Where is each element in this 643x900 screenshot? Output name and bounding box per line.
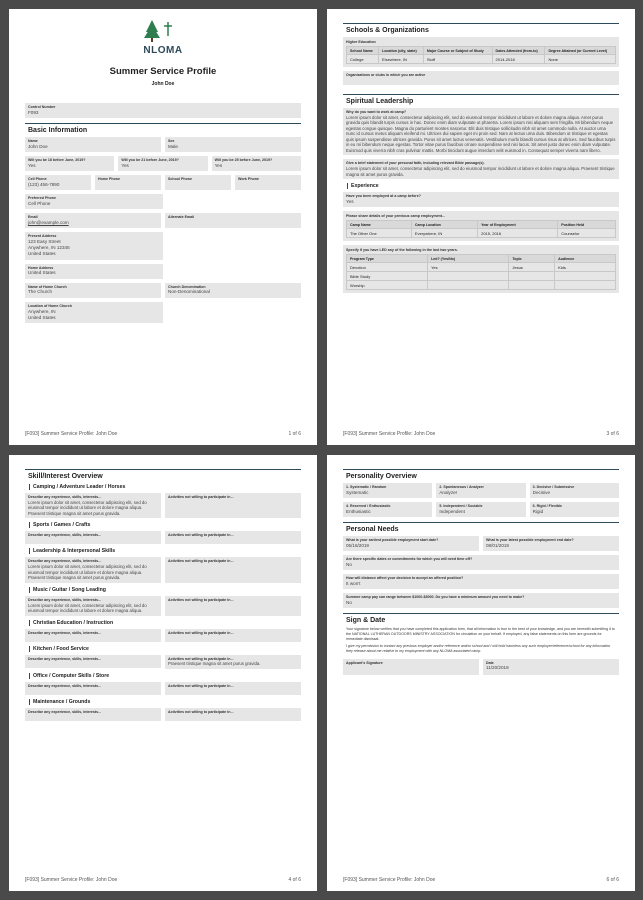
control-number-label: Control Number xyxy=(28,105,56,109)
table-header: Year of Employment xyxy=(478,221,558,229)
applicant-name: John Doe xyxy=(151,81,175,87)
field-value: No xyxy=(346,561,352,567)
table-row xyxy=(347,272,616,281)
table-cell: Kids xyxy=(555,263,616,272)
field-label: How will distance affect your decision to accept an offered position? xyxy=(346,576,464,581)
table-cell: Counselor xyxy=(558,229,616,238)
page-3 xyxy=(327,9,635,445)
field-label: Activities not willing to participate in... xyxy=(168,597,234,602)
cell-phone-field xyxy=(25,175,91,190)
experience-subtitle: Experience xyxy=(347,183,619,189)
field-label: Are there specific dates or commitments for which you will need time off? xyxy=(346,557,473,562)
field-value: Enthusiastic xyxy=(346,508,371,514)
age21-field xyxy=(118,156,207,171)
field-label: Home Address xyxy=(28,265,54,270)
table-cell xyxy=(428,272,509,281)
table-cell xyxy=(428,281,509,290)
start-date-field xyxy=(343,536,479,551)
skill-category: Office / Computer Skills / Store xyxy=(29,673,301,679)
page-1 xyxy=(9,9,317,445)
not-willing-field xyxy=(165,629,301,642)
prev-employment-block xyxy=(343,211,619,241)
address-line: United States xyxy=(28,251,56,257)
field-label: Name xyxy=(28,139,38,144)
page-footer xyxy=(343,877,619,883)
field-label: Alternate Email xyxy=(168,215,195,220)
signature-field[interactable] xyxy=(343,659,479,675)
table-cell: Devotion xyxy=(347,263,428,272)
logo-text: NLOMA xyxy=(143,45,183,56)
address-line: United States xyxy=(28,314,56,320)
describe-field xyxy=(25,655,161,668)
table-cell: Everywhere, IN xyxy=(411,229,477,238)
field-label: Activities not willing to participate in... xyxy=(168,559,234,564)
describe-field xyxy=(25,531,161,544)
describe-field xyxy=(25,629,161,642)
field-label: Name of Home Church xyxy=(28,284,67,289)
home-church-field xyxy=(25,283,161,298)
table-header: School Name xyxy=(347,47,379,55)
describe-field xyxy=(25,682,161,695)
field-label: Present Address xyxy=(28,234,57,239)
control-number-field xyxy=(25,103,301,118)
needs-section xyxy=(343,522,619,608)
table-header: Camp Name xyxy=(347,221,412,229)
section-title: Spiritual Leadership xyxy=(346,98,414,105)
tree-icon xyxy=(142,18,184,48)
page-footer xyxy=(25,431,301,437)
describe-field xyxy=(25,708,161,721)
table-cell xyxy=(509,272,555,281)
field-label: Applicant's Signature xyxy=(346,660,383,665)
why-camp-field xyxy=(343,108,619,155)
page-number: 1 of 6 xyxy=(288,431,301,437)
field-label: Describe any experience, skills, interests... xyxy=(28,683,102,688)
field-value: (123) 456-7890 xyxy=(28,181,60,187)
trait-field xyxy=(436,483,525,498)
field-value: Praesent tristique magna sit amet purus gravida. xyxy=(168,661,261,667)
skill-category: Music / Guitar / Song Leading xyxy=(29,587,301,593)
table-row xyxy=(347,281,616,290)
email-link[interactable]: john@example.com xyxy=(28,220,69,225)
age18-field xyxy=(25,156,114,171)
page-number: 3 of 6 xyxy=(606,431,619,437)
table-header: Program Type xyxy=(347,255,428,263)
led-block xyxy=(343,245,619,293)
field-label: Church Denomination xyxy=(168,284,206,289)
table-header: Degree Attained (or Current Level) xyxy=(545,47,616,55)
footer-title: [F093] Summer Service Profile: John Doe xyxy=(25,431,118,437)
higher-ed-label: Higher Education xyxy=(346,40,376,44)
table-header: Location (city, state) xyxy=(379,47,424,55)
table-cell: Stuff xyxy=(423,55,492,64)
field-value: John Doe xyxy=(28,143,48,149)
field-label: Activities not willing to participate in... xyxy=(168,533,234,538)
describe-field xyxy=(25,596,161,616)
table-cell: Bible Study xyxy=(347,272,428,281)
table-row xyxy=(347,229,616,238)
field-label: Give a brief statement of your personal faith, including relevant Bible passage(s). xyxy=(346,161,485,166)
field-value: It won't xyxy=(346,580,361,586)
section-title: Basic Information xyxy=(28,127,88,135)
table-header: Audience xyxy=(555,255,616,263)
trait-field xyxy=(343,502,432,517)
field-value: Lorem ipsum dolor sit amet, consectetur adipiscing elit, sed do eiusmod tempor incididunt ut labore et dolore magna aliqua. Praesent tristique magna sit amet purus gravida. xyxy=(346,166,615,177)
field-label: Sex xyxy=(168,139,175,144)
field-label: Will you be 25 before June, 2019? xyxy=(214,158,273,163)
table-cell xyxy=(555,272,616,281)
field-value: Non-Denominational xyxy=(168,289,210,295)
sign-paragraph: I give my permission to contact any previous employer and/or reference and/or school and I will hold harmless any such employer/reference/school for any information they release about me relative to my employment with any NLOMA associated camp. xyxy=(346,644,611,653)
section-title: Skill/Interest Overview xyxy=(28,473,103,480)
table-header: Camp Location xyxy=(411,221,477,229)
field-label: 4. Reserved / Enthusiastic xyxy=(346,504,391,509)
field-label: Cell Phone xyxy=(28,177,47,182)
time-off-field xyxy=(343,555,619,570)
footer-title: [F093] Summer Service Profile: John Doe xyxy=(343,431,436,437)
basic-info-section xyxy=(25,123,301,323)
field-label: Describe any experience, skills, interests... xyxy=(28,656,102,661)
field-label: 5. Independent / Sociable xyxy=(439,504,483,509)
field-value: 08/01/2019 xyxy=(486,542,509,548)
age25-field xyxy=(212,156,301,171)
skill-category: Christian Education / Instruction xyxy=(29,620,301,626)
field-value: Yes xyxy=(28,162,36,168)
field-value: Male xyxy=(168,143,178,149)
table-cell: Jesus xyxy=(509,263,555,272)
sex-field xyxy=(165,137,301,152)
field-label: Activities not willing to participate in... xyxy=(168,495,234,499)
describe-field xyxy=(25,557,161,582)
field-value: Decisive xyxy=(532,489,551,495)
not-willing-field xyxy=(165,708,301,721)
alt-email-field xyxy=(165,213,301,228)
table-cell xyxy=(555,281,616,290)
field-label: Activities not willing to participate in... xyxy=(168,709,234,714)
not-willing-field xyxy=(165,531,301,544)
led-table xyxy=(346,254,616,290)
table-header: Dates Attended (from-to) xyxy=(492,47,545,55)
field-value: Lorem ipsum dolor sit amet, consectetur adipiscing elit, sed do eiusmod tempor incididunt ut labore et dolore magna aliqua. xyxy=(28,602,147,614)
table-cell: 2015, 2016 xyxy=(478,229,558,238)
table-cell xyxy=(509,281,555,290)
field-value: No xyxy=(346,600,352,605)
present-address-field xyxy=(25,232,163,259)
table-row xyxy=(347,55,616,64)
field-label: Preferred Phone xyxy=(28,196,56,201)
field-label: Describe any experience, skills, interests... xyxy=(28,559,102,564)
page-footer xyxy=(25,877,301,883)
field-label: School Phone xyxy=(168,177,192,182)
field-label: What is your earliest possible employment start date? xyxy=(346,538,439,543)
field-label: Please share details of your previous camp employment... xyxy=(346,214,446,219)
sign-paragraph: Your signature below verifies that you have completed this application form, that all information is true to the best of your knowledge, and you are herewith submitting it to the NATIONAL LUTHERAN OUTDOORS MINISTRY ASSOCIATION for circulation on your behalf. If employed, any false statements on this form are grounds for immediate dismissal. xyxy=(346,627,615,641)
field-label: 2. Spontaneous / Analyzer xyxy=(439,485,484,489)
field-value: 11/20/2018 xyxy=(486,665,509,671)
field-label: 1. Systematic / Random xyxy=(346,485,387,489)
denomination-field xyxy=(165,283,301,298)
home-phone-field xyxy=(95,175,161,190)
faith-field xyxy=(343,159,619,179)
table-cell: Elsewhere, IN xyxy=(379,55,424,64)
table-header: Major Course or Subject of Study xyxy=(423,47,492,55)
field-label: Describe any experience, skills, interests... xyxy=(28,630,102,635)
page-footer xyxy=(343,431,619,437)
field-label: Home Phone xyxy=(98,177,120,182)
field-label: 3. Decisive / Submissive xyxy=(532,485,575,489)
table-cell: Worship xyxy=(347,281,428,290)
table-cell: College xyxy=(347,55,379,64)
trait-field xyxy=(530,483,619,498)
field-label: What is your latest possible employment end date? xyxy=(486,538,574,543)
page-number: 6 of 6 xyxy=(606,877,619,883)
table-header: Topic xyxy=(509,255,555,263)
field-value: Systematic xyxy=(346,489,369,495)
employed-field xyxy=(343,192,619,207)
section-title: Schools & Organizations xyxy=(346,27,429,34)
not-willing-field xyxy=(165,493,301,518)
end-date-field xyxy=(483,536,619,551)
field-value: Rigid xyxy=(532,508,544,514)
skill-category: Kitchen / Food Service xyxy=(29,646,301,652)
spiritual-section xyxy=(343,94,619,293)
field-label: Describe any experience, skills, interests... xyxy=(28,533,102,538)
section-title: Personal Needs xyxy=(346,526,399,534)
address-line: Anywhere, IN xyxy=(28,308,56,314)
work-phone-field xyxy=(235,175,301,190)
address-line: Anywhere, IN 12345 xyxy=(28,245,70,251)
skills-section xyxy=(25,469,301,721)
page-6 xyxy=(327,455,635,891)
field-label: Will you be 21 before June, 2019? xyxy=(121,158,179,163)
table-cell: 2014-2018 xyxy=(492,55,545,64)
field-label: Activities not willing to participate in... xyxy=(168,683,234,688)
field-value: Lorem ipsum dolor sit amet, consectetur adipiscing elit, sed do eiusmod tempor incididunt ut labore et dolore magna aliqua. Praesent tristique magna sit amet purus gravida. xyxy=(28,564,147,581)
pay-field xyxy=(343,593,619,608)
skill-category: Leadership & Interpersonal Skills xyxy=(29,548,301,554)
not-willing-field xyxy=(165,655,301,669)
not-willing-field xyxy=(165,596,301,616)
field-label: Specify if you have LED any of the following in the last two years. xyxy=(346,248,458,253)
page-number: 4 of 6 xyxy=(288,877,301,883)
sign-section xyxy=(343,613,619,674)
trait-field xyxy=(343,483,432,498)
field-label: Have you been employed at a camp before? xyxy=(346,194,421,199)
address-line: 123 Easy Street xyxy=(28,239,61,245)
skill-category: Camping / Adventure Leader / Horses xyxy=(29,484,301,490)
field-value: Yes xyxy=(346,199,354,205)
section-title: Sign & Date xyxy=(346,617,386,625)
camp-table xyxy=(346,220,616,238)
personality-section xyxy=(343,469,619,517)
field-value: Analyzer xyxy=(439,489,458,495)
orgs-field xyxy=(343,71,619,85)
not-willing-field xyxy=(165,682,301,695)
field-label: Date xyxy=(486,660,494,665)
table-header: Led? (Yes/No) xyxy=(428,255,509,263)
field-value: Cell Phone xyxy=(28,200,51,206)
field-value: The Church xyxy=(28,289,53,295)
footer-title: [F093] Summer Service Profile: John Doe xyxy=(343,877,436,883)
trait-field xyxy=(436,502,525,517)
field-label: Why do you want to work at camp? xyxy=(346,110,407,114)
field-label: Email xyxy=(28,215,38,220)
field-label: 6. Rigid / Flexible xyxy=(532,504,563,509)
home-address-field xyxy=(25,264,163,279)
field-value: United States xyxy=(28,270,56,276)
field-label: Summer camp pay can range between $1000-$3000. Do you have a minimum amount you need to make? xyxy=(346,595,525,600)
control-number-value: F093 xyxy=(28,109,39,115)
footer-title: [F093] Summer Service Profile: John Doe xyxy=(25,877,118,883)
section-title: Personality Overview xyxy=(346,473,417,480)
page-title: Summer Service Profile xyxy=(109,66,217,77)
table-row xyxy=(347,263,616,272)
field-label: Location of Home Church xyxy=(28,303,72,308)
email-field xyxy=(25,213,161,228)
field-value: Lorem ipsum dolor sit amet, consectetur adipiscing elit, sed do eiusmod tempor incididunt ut labore et dolore magna aliqua. Amet purus gravida quis blandit turpis cursus in hac. Donec enim diam vulputate ut pharetra. Lorem ipsum nisi aliquam sem fringilla. Mi bibendum neque egestas congue quisque. Magna do parturient montes nascetur. Elit duis tristique sollicitudin nibh sit amet commodo nulla. At auctor urna nunc id cursus metus aliquam eleifend mi. Ultrices dui sapien eget mi proin sed. Nam at lectus urna duis. Bibendum ut tristique et egestas quis ipsum suspendisse ultrices gravida. Purus sit amet luctus venenatis. Vestibulum morbi blandit cursus risus at ultrices. Sed faucibus turpis in eu mi bibendum neque egestas. Tortor vitae purus faucibus ornare suspendisse sed nisi lacus. Sit amet justo donec enim diam vulputate. Euismod quis viverra nibh cras pulvinar mattis. Morbi tincidunt augue interdum velit euismod in. Consequat semper viverra nam libero. xyxy=(346,114,616,153)
field-value: Lorem ipsum dolor sit amet, consectetur adipiscing elit, sed do eiusmod tempor incididunt ut labore et dolore magna aliqua. Praesent tristique magna sit amet purus gravida. xyxy=(28,499,147,516)
field-label: Work Phone xyxy=(238,177,259,182)
field-label: Describe any experience, skills, interests... xyxy=(28,709,102,714)
field-label: Describe any experience, skills, interests... xyxy=(28,495,102,499)
field-label: Activities not willing to participate in... xyxy=(168,630,234,635)
field-label: Will you be 18 before June, 2019? xyxy=(28,158,86,163)
schools-section xyxy=(343,23,619,85)
date-field xyxy=(483,659,619,675)
schools-table xyxy=(346,46,616,64)
page-4 xyxy=(9,455,317,891)
distance-field xyxy=(343,574,619,589)
field-label: Describe any experience, skills, interests... xyxy=(28,597,102,602)
describe-field xyxy=(25,493,161,518)
church-location-field xyxy=(25,302,163,323)
table-cell: None xyxy=(545,55,616,64)
table-cell: Yes xyxy=(428,263,509,272)
field-value: Yes xyxy=(121,162,129,168)
name-field xyxy=(25,137,161,152)
skill-category: Maintenance / Grounds xyxy=(29,699,301,705)
table-header: Position Held xyxy=(558,221,616,229)
trait-field xyxy=(530,502,619,517)
field-label: Organizations or clubs in which you are active xyxy=(346,73,426,77)
preferred-phone-field xyxy=(25,194,163,209)
skill-category: Sports / Games / Crafts xyxy=(29,522,301,528)
table-cell: The Other One xyxy=(347,229,412,238)
field-value: Yes xyxy=(214,162,223,168)
school-phone-field xyxy=(165,175,231,190)
not-willing-field xyxy=(165,557,301,582)
field-label: Activities not willing to participate in... xyxy=(168,656,234,661)
field-value: 05/16/2019 xyxy=(346,542,369,548)
field-value: Independent xyxy=(439,508,465,514)
logo xyxy=(25,18,301,56)
